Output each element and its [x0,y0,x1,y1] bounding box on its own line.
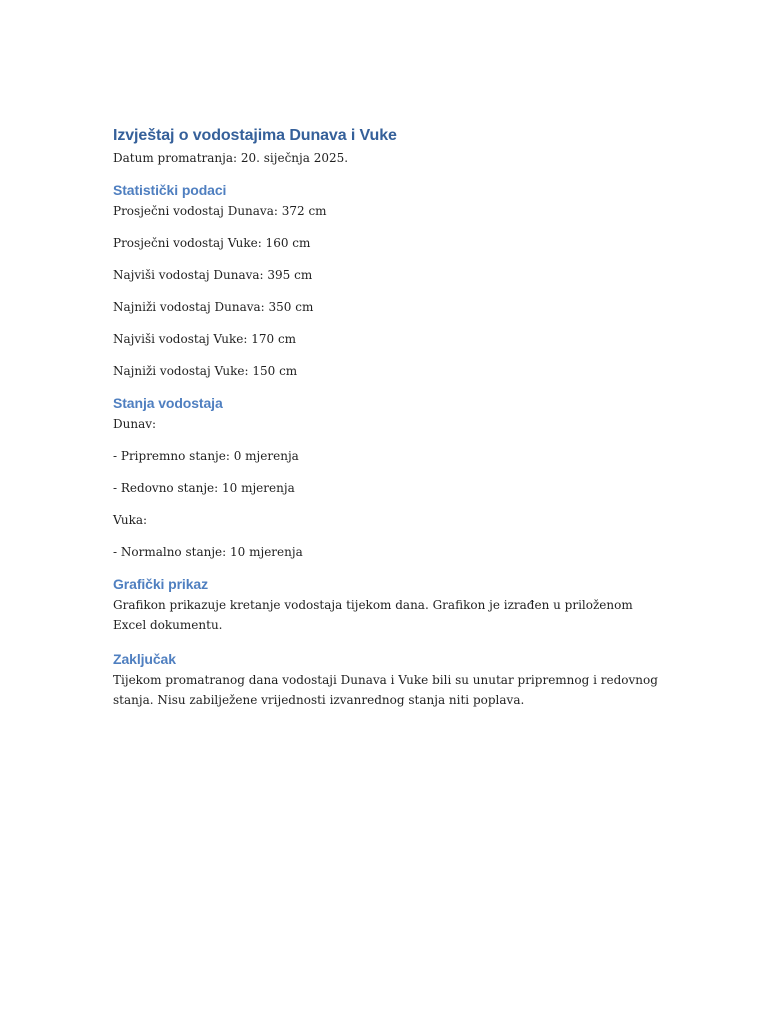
stats-list [113,201,661,381]
section-heading-chart: Grafički prikaz [113,576,208,592]
document-body [113,125,661,710]
states-item: - Normalno stanje: 10 mjerenja [113,545,303,559]
states-item: Vuka: [113,513,148,527]
section-heading-states: Stanja vodostaja [113,395,223,411]
section-heading-conclusion: Zaključak [113,651,176,667]
chart-description: Grafikon prikazuje kretanje vodostaja tijekom dana. Grafikon je izrađen u priloženom Excel dokumentu. [113,598,633,632]
states-item: - Pripremno stanje: 0 mjerenja [113,449,299,463]
states-item: - Redovno stanje: 10 mjerenja [113,481,295,495]
stats-item: Najviši vodostaj Vuke: 170 cm [113,332,297,346]
document-title: Izvještaj o vodostajima Dunava i Vuke [113,127,397,144]
states-list [113,414,661,562]
stats-item: Najniži vodostaj Dunava: 350 cm [113,300,314,314]
observation-date: Datum promatranja: 20. siječnja 2025. [113,151,349,165]
stats-item: Najviši vodostaj Dunava: 395 cm [113,268,313,282]
stats-item: Prosječni vodostaj Vuke: 160 cm [113,236,311,250]
stats-item: Najniži vodostaj Vuke: 150 cm [113,364,298,378]
stats-item: Prosječni vodostaj Dunava: 372 cm [113,204,327,218]
states-item: Dunav: [113,417,157,431]
section-heading-stats: Statistički podaci [113,182,227,198]
conclusion-text: Tijekom promatranog dana vodostaji Dunava i Vuke bili su unutar pripremnog i redovnog stanja. Nisu zabilježene vrijednosti izvanrednog stanja niti poplava. [113,673,658,707]
